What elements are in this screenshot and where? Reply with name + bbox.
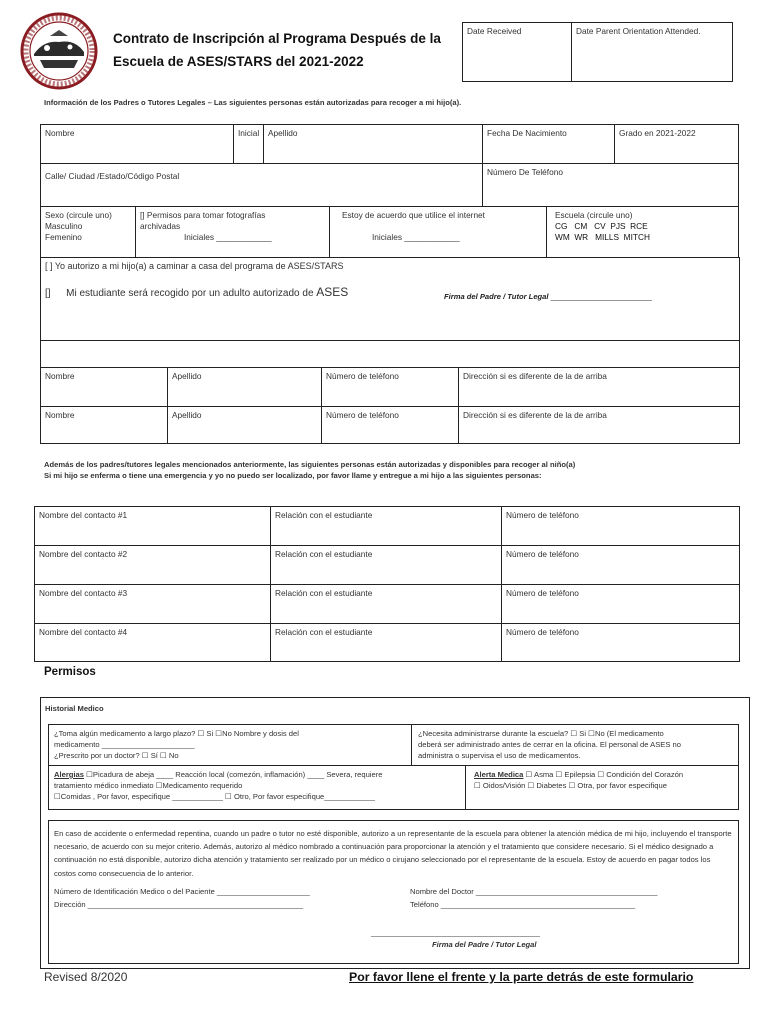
contact-4-name-label: Nombre del contacto #4	[39, 627, 128, 637]
walk-signature-line: ________________________	[550, 292, 652, 301]
administer-line-1: ¿Necesita administrarse durante la escuela? ☐ Si ☐No (El medicamento	[418, 729, 664, 738]
adult2-direccion[interactable]	[458, 406, 740, 444]
allergies-field[interactable]	[48, 765, 466, 810]
title-line-2: Escuela de ASES/STARS del 2021-2022	[113, 54, 364, 69]
pickup-ases: ASES	[316, 285, 349, 299]
photo-permission-label: [] Permisos para tomar fotografías	[140, 210, 266, 220]
adult2-telefono-label: Número de teléfono	[326, 410, 399, 420]
walk-signature[interactable]	[444, 292, 652, 301]
contacts-intro-2: Si mi hijo se enferma o tiene una emergencia y yo no puedo ser localizado, por favor llame y entregue a mi hijo a las siguientes personas:	[44, 471, 542, 480]
adult1-nombre-label: Nombre	[45, 371, 75, 381]
contact-3-name-label: Nombre del contacto #3	[39, 588, 128, 598]
adult2-telefono[interactable]	[321, 406, 459, 444]
medical-alert-line-2: ☐ Oidos/Visión ☐ Diabetes ☐ Otra, por favor especifique	[474, 781, 667, 790]
school-seal-logo	[20, 12, 98, 90]
photo-permission-label-2: archivadas	[140, 221, 181, 231]
walk-signature-label: Firma del Padre / Tutor Legal	[444, 292, 549, 301]
contact-1-rel[interactable]	[270, 506, 502, 546]
parent-apellido-label: Apellido	[268, 128, 298, 138]
internet-iniciales[interactable]: Iniciales ____________	[372, 232, 460, 242]
medication-line-3: ¿Prescrito por un doctor? ☐ Sí ☐ No	[54, 751, 179, 760]
contact-4-rel-label: Relación con el estudiante	[275, 627, 373, 637]
escuela-label: Escuela (circule uno)	[555, 210, 633, 220]
adult2-apellido-label: Apellido	[172, 410, 202, 420]
medical-alert-field[interactable]	[465, 765, 739, 810]
contact-3-name[interactable]	[34, 584, 271, 624]
adult2-nombre-label: Nombre	[45, 410, 75, 420]
adult1-nombre[interactable]	[40, 367, 168, 407]
adult2-direccion-label: Dirección si es diferente de la de arriba	[463, 410, 607, 420]
pickup-checkbox[interactable]: []	[45, 288, 51, 299]
title-line-1: Contrato de Inscripción al Programa Después de la	[113, 31, 441, 46]
accident-text: En caso de accidente o enfermedad repentina, cuando un padre o tutor no esté disponible, autorizo a un representante de la escuela para obtener la atención médica de mi hijo, incluyendo el transporte necesario, de acuerdo con su mejor criterio. Además, autorizo al médico nombrado a continuación para proporcionar la atención y el tratamiento que considere necesario. Si el médico designado a continuación no está disponible, autorizo dicha atención y tratamiento ser realizado por un médico o cirujano seleccionado por el representante de la escuela. Estoy de acuerdo en pagar todos los costos como consecuencia de lo anterior.	[54, 829, 732, 878]
date-received-box[interactable]	[462, 22, 572, 82]
medical-alert-label: Alerta Medica	[474, 770, 524, 779]
parent-fecha-field[interactable]	[482, 124, 615, 164]
contact-2-tel[interactable]	[501, 545, 740, 585]
contact-2-tel-label: Número de teléfono	[506, 549, 579, 559]
contacts-intro-1: Además de los padres/tutores legales mencionados anteriormente, las siguientes personas están autorizadas y disponibles para recoger al niño(a)	[44, 460, 576, 469]
walk-home-blank[interactable]	[40, 340, 740, 368]
contact-1-tel[interactable]	[501, 506, 740, 546]
parent-fecha-label: Fecha De Nacimiento	[487, 128, 567, 138]
permisos-heading: Permisos	[44, 666, 96, 678]
medication-line-1: ¿Toma algún medicamento a largo plazo? ☐ Si ☐No Nombre y dosis del	[54, 729, 299, 738]
walk-home-section	[40, 257, 740, 341]
administer-line-2: deberá ser administrado antes de cerrar en la oficina. El personal de ASES no	[418, 740, 681, 749]
date-received-label: Date Received	[467, 26, 522, 36]
contact-2-rel-label: Relación con el estudiante	[275, 549, 373, 559]
medical-alert-options-1: ☐ Asma ☐ Epilepsia ☐ Condición del Corazón	[523, 770, 684, 779]
doctor-telefono-field[interactable]: Teléfono ______________________________________________	[410, 900, 636, 909]
id-medico-field[interactable]: Número de Identificación Medico o del Paciente ______________________	[54, 887, 310, 896]
footer-note: Por favor llene el frente y la parte detrás de este formulario	[349, 970, 694, 984]
contact-4-tel[interactable]	[501, 623, 740, 662]
revised-date: Revised 8/2020	[44, 970, 128, 984]
adult2-apellido[interactable]	[167, 406, 322, 444]
date-orientation-label: Date Parent Orientation Attended.	[576, 26, 701, 36]
adult1-apellido[interactable]	[167, 367, 322, 407]
contact-3-rel-label: Relación con el estudiante	[275, 588, 373, 598]
parent-telefono-field[interactable]	[482, 163, 739, 207]
medical-signature-label: Firma del Padre / Tutor Legal	[432, 940, 537, 949]
parent-telefono-label: Número De Teléfono	[487, 167, 563, 177]
contact-1-name[interactable]	[34, 506, 271, 546]
historial-medico-label: Historial Medico	[45, 704, 104, 713]
administer-field[interactable]	[411, 724, 739, 766]
allergies-line-2: tratamiento médico inmediato ☐Medicamento requerido	[54, 781, 243, 790]
administer-line-3: administra o supervisa el uso de medicamentos.	[418, 751, 581, 760]
walk-home-checkbox[interactable]: [ ] Yo autorizo a mi hijo(a) a caminar a casa del programa de ASES/STARS	[45, 261, 344, 271]
contact-1-tel-label: Número de teléfono	[506, 510, 579, 520]
parent-nombre-field[interactable]	[40, 124, 234, 164]
adult1-telefono[interactable]	[321, 367, 459, 407]
contact-4-name[interactable]	[34, 623, 271, 662]
parent-calle-field[interactable]	[40, 163, 483, 207]
contact-2-name[interactable]	[34, 545, 271, 585]
direccion-field[interactable]: Dirección ___________________________________________________	[54, 900, 304, 909]
parent-grado-field[interactable]	[614, 124, 739, 164]
contact-4-rel[interactable]	[270, 623, 502, 662]
contact-1-rel-label: Relación con el estudiante	[275, 510, 373, 520]
parent-inicial-label: Inicial	[238, 128, 260, 138]
adult2-nombre[interactable]	[40, 406, 168, 444]
contact-3-rel[interactable]	[270, 584, 502, 624]
sexo-field[interactable]	[40, 206, 136, 258]
date-orientation-box[interactable]	[571, 22, 733, 82]
escuela-options-2[interactable]: WM WR MILLS MITCH	[555, 232, 650, 242]
photo-iniciales[interactable]: Iniciales ____________	[184, 232, 272, 242]
parent-grado-label: Grado en 2021-2022	[619, 128, 696, 138]
adult1-telefono-label: Número de teléfono	[326, 371, 399, 381]
contact-2-name-label: Nombre del contacto #2	[39, 549, 128, 559]
parents-intro: Información de los Padres o Tutores Legales – Las siguientes personas están autorizadas para recoger a mi hijo(a).	[44, 98, 462, 107]
medication-line-2: medicamento ______________________	[54, 740, 195, 749]
internet-field[interactable]	[329, 206, 547, 258]
parent-calle-label: Calle/ Ciudad /Estado/Código Postal	[45, 171, 180, 181]
contact-3-tel-label: Número de teléfono	[506, 588, 579, 598]
escuela-field[interactable]	[546, 206, 739, 258]
medical-signature-line[interactable]: ________________________________________	[371, 928, 540, 937]
allergies-options-1: ☐Picadura de abeja ____ Reacción local (comezón, inflamación) ____ Severa, requiere	[83, 770, 383, 779]
contact-2-rel[interactable]	[270, 545, 502, 585]
contact-1-name-label: Nombre del contacto #1	[39, 510, 128, 520]
allergies-line-1	[54, 769, 461, 780]
contact-3-tel[interactable]	[501, 584, 740, 624]
medication-field[interactable]	[48, 724, 412, 766]
adult1-apellido-label: Apellido	[172, 371, 202, 381]
accident-authorization-box	[48, 820, 739, 964]
sexo-masculino[interactable]: Masculino	[45, 221, 83, 231]
parent-nombre-label: Nombre	[45, 128, 75, 138]
allergies-line-3: ☐Comidas , Por favor, especifique ____________ ☐ Otro, Por favor especifique____________	[54, 792, 375, 801]
contact-4-tel-label: Número de teléfono	[506, 627, 579, 637]
doctor-field[interactable]: Nombre del Doctor ___________________________________________	[410, 887, 658, 896]
pickup-label: Mi estudiante será recogido por un adulto autorizado de	[66, 288, 314, 299]
contacts-table	[34, 506, 740, 662]
medical-alert-line-1	[474, 769, 734, 780]
internet-label: Estoy de acuerdo que utilice el internet	[342, 210, 485, 220]
photo-permission-field[interactable]	[135, 206, 330, 258]
sexo-femenino[interactable]: Femenino	[45, 232, 82, 242]
allergies-label: Alergias	[54, 770, 84, 779]
sexo-label: Sexo (circule uno)	[45, 210, 112, 220]
adult1-direccion-label: Dirección si es diferente de la de arriba	[463, 371, 607, 381]
spacer	[342, 221, 542, 232]
escuela-options-1[interactable]: CG CM CV PJS RCE	[555, 221, 648, 231]
parent-inicial-field[interactable]	[233, 124, 264, 164]
parent-apellido-field[interactable]	[263, 124, 483, 164]
adult1-direccion[interactable]	[458, 367, 740, 407]
contacts-intro	[44, 459, 754, 481]
page-title	[113, 27, 453, 73]
